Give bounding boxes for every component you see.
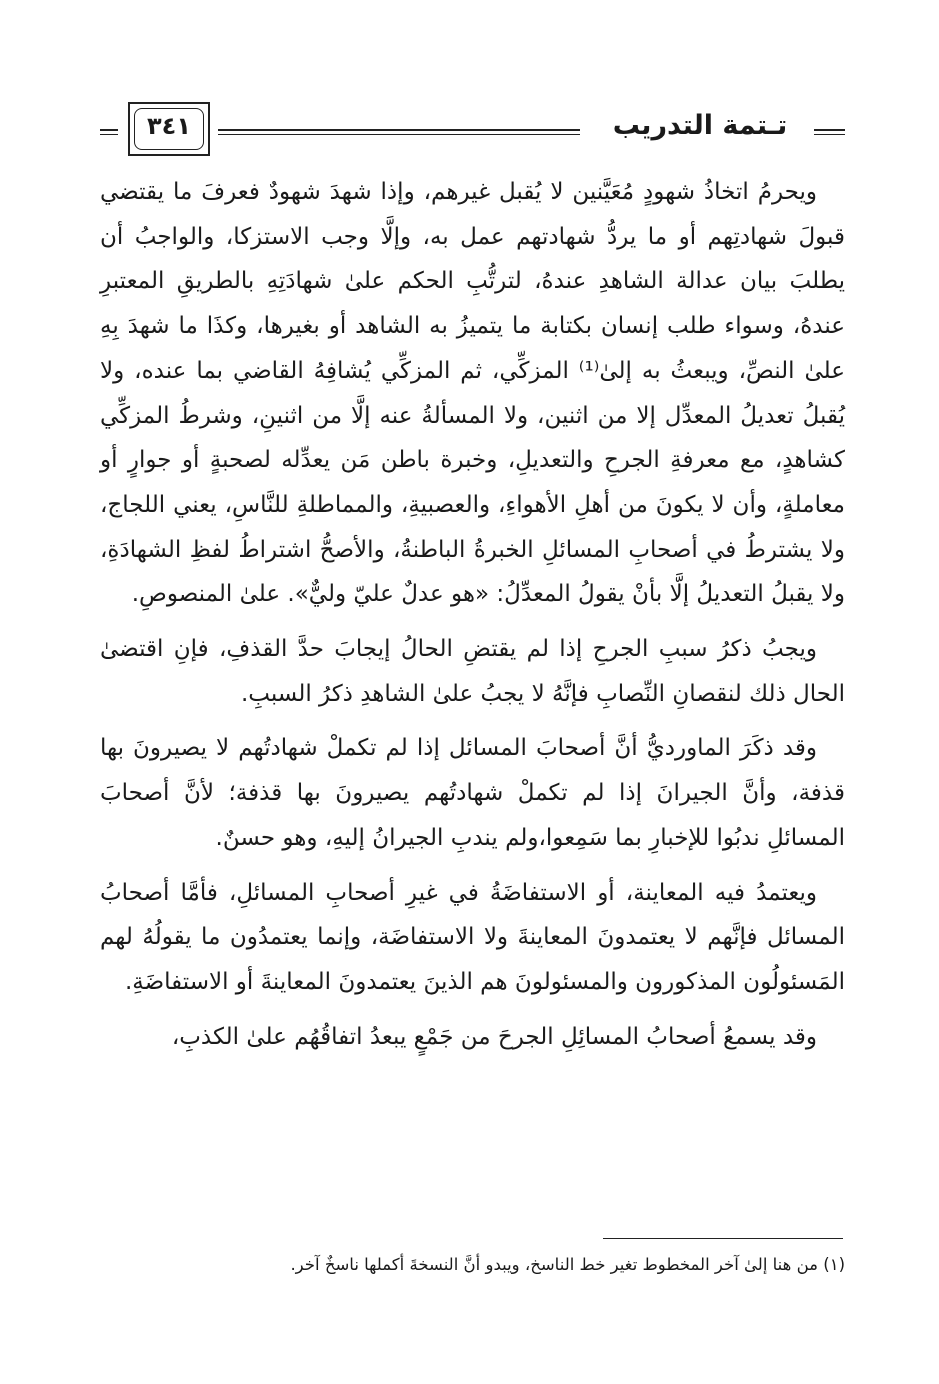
paragraph-1: ويحرمُ اتخاذُ شهودٍ مُعَيَّنين لا يُقبل غيرهم، وإذا شهدَ شهودٌ فعرفَ ما يقتضي قبولَ شهادتِهم أو ما يردُّ شهادتهم عمل به، وإلَّا وجب الاستزكا، والواجبُ أن يطلبَ بيان عدالة الشاهدِ عندهُ، لترتُّبِ الحكم علىٰ شهادَتِهِ بالطريقِ المعتبرِ عندهُ، وسواء طلب إنسان بكتابة ما يتميزُ به الشاهد أو بغيرها، وكذَا ما شهدَ بِهِ علىٰ النصِّ، ويبعثُ به إلىٰ⁽¹⁾ المزكِّي، ثم المزكِّي يُشافِهُ القاضي بما عنده، ولا يُقبلُ تعديلُ المعدِّل إلا من اثنين، ولا المسألةُ عنه إلَّا من اثنينِ، وشرطُ المزكِّي كشاهدٍ، مع معرفةِ الجرحِ والتعديلِ، وخبرة باطن مَن يعدِّله لصحبةٍ أو جوارٍ أو معاملةٍ، وأن لا يكونَ من أهلِ الأهواءِ، والعصبيةِ، والمماطلةِ للنَّاسِ، يعني اللجاج، ولا يشترطُ في أصحابِ المسائلِ الخبرةُ الباطنةُ، والأصحُّ اشتراطُ لفظِ الشهادَةِ، ولا يقبلُ التعديلُ إلَّا بأنْ يقولُ المعدِّلُ: «هو عدلٌ عليّ وليٌّ». علىٰ المنصوصِ. xyxy=(100,179,845,608)
footnote-divider xyxy=(603,1238,843,1239)
footnote-1: (١) من هنا إلىٰ آخر المخطوط تغير خط الناسخ، ويبدو أنَّ النسخةَ أكملها ناسخٌ آخر. xyxy=(290,1255,845,1274)
header-rule-right xyxy=(814,129,845,135)
page-number: ٣٤١ xyxy=(147,112,191,140)
main-text xyxy=(100,170,845,1069)
running-title: تـتمة التدريب xyxy=(612,110,788,141)
header-rule-middle xyxy=(218,129,580,135)
page-number-frame xyxy=(128,102,210,156)
paragraph-3: وقد ذكَرَ الماورديُّ أنَّ أصحابَ المسائل إذا لم تكملْ شهادتُهم لا يصيرونَ بها قذفة، وأنَّ الجيرانَ إذا لم تكملْ شهادتُهم يصيرونَ بها قذفة؛ لأنَّ أصحابَ المسائلِ ندبُوا للإخبارِ بما سَمِعوا،ولم يندبِ الجيرانُ إليهِ، وهو حسنٌ. xyxy=(100,735,845,851)
page-header xyxy=(100,96,845,166)
paragraph-5: وقد يسمعُ أصحابُ المسائِلِ الجرحَ من جَمْعٍ يبعدُ اتفاقُهُم علىٰ الكذبِ، xyxy=(171,1023,817,1050)
paragraph-2: ويجبُ ذكرُ سببِ الجرحِ إذا لم يقتضِ الحالُ إيجابَ حدَّ القذفِ، فإنِ اقتضىٰ الحال ذلك لنقصانِ النِّصابِ فإنَّهُ لا يجبُ علىٰ الشاهدِ ذكرُ السببِ. xyxy=(100,636,845,707)
header-rule-left xyxy=(100,129,118,135)
paragraph-4: ويعتمدُ فيه المعاينة، أو الاستفاضَةُ في غيرِ أصحابِ المسائلِ، فأمَّا أصحابُ المسائل فإنَّهم لا يعتمدونَ المعاينةَ ولا الاستفاضَة، وإنما يعتمدُون ما يقولُهُ لهم المَسئولُون المذكورون والمسئولونَ هم الذينَ يعتمدونَ المعاينةَ أو الاستفاضَةِ. xyxy=(100,879,845,995)
